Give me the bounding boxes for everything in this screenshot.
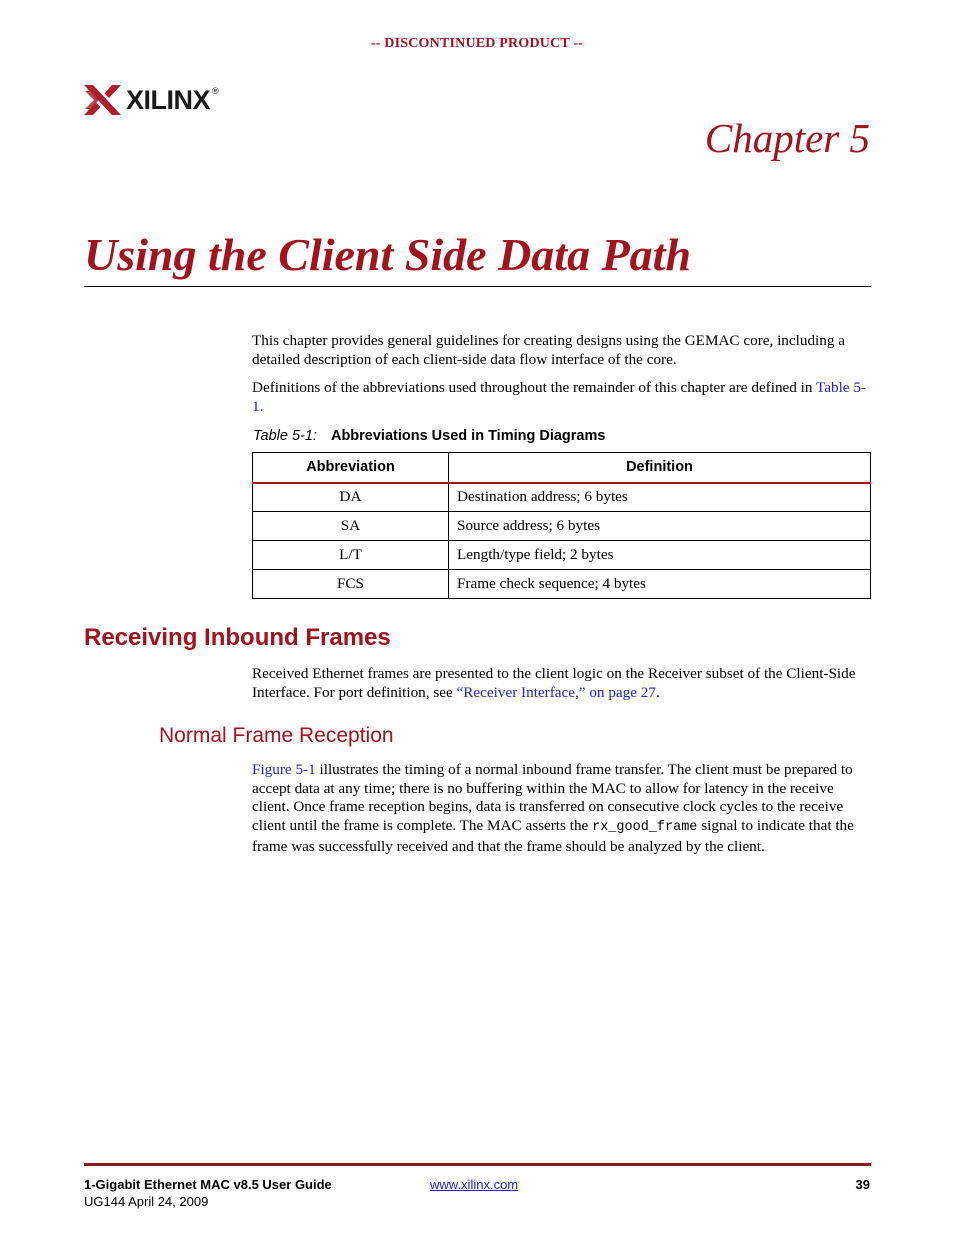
footer-doc-id: UG144 April 24, 2009 (84, 1194, 209, 1209)
abbreviation-cell: FCS (253, 570, 449, 599)
abbreviation-cell: DA (253, 483, 449, 512)
abbreviations-table (252, 452, 871, 599)
footer-url-link[interactable]: www.xilinx.com (430, 1177, 519, 1192)
table-5-1-link[interactable]: Table 5-1 (252, 379, 866, 415)
registered-mark: ® (212, 86, 219, 96)
table-row (253, 541, 871, 570)
table-row (253, 570, 871, 599)
intro-paragraph-2: Definitions of the abbreviations used throughout the remainder of this chapter are defined in Table 5-1. (252, 379, 866, 415)
xilinx-mark-icon (84, 83, 122, 117)
table-caption-text: Abbreviations Used in Timing Diagrams (330, 428, 606, 444)
discontinued-banner: -- DISCONTINUED PRODUCT -- (370, 36, 584, 51)
intro-paragraph-1: This chapter provides general guidelines for creating designs using the GEMAC core, including a detailed description of each client-side data flow interface of the core. (252, 332, 845, 368)
logo-wordmark: XILINX (126, 84, 211, 115)
column-header-abbreviation: Abbreviation (253, 453, 449, 483)
column-header-definition: Definition (449, 453, 871, 483)
title-divider (84, 286, 871, 287)
page-number: 39 (855, 1177, 870, 1192)
normal-frame-paragraph: Figure 5-1 illustrates the timing of a normal inbound frame transfer. The client must be prepared to accept data at any time; there is no buffering within the MAC to allow for latency in the receive client. Once frame reception begins, data is transferred on consecutive clock cycles to the receive client until the frame is complete. The MAC asserts the rx_good_frame signal to indicate that the frame was successfully received and that the frame should be analyzed by the client. (252, 761, 854, 855)
footer-guide-title: 1-Gigabit Ethernet MAC v8.5 User Guide (84, 1177, 332, 1192)
table-caption-label: Table 5-1: (253, 428, 317, 444)
definition-cell: Destination address; 6 bytes (449, 483, 871, 512)
table-row (253, 483, 871, 512)
receiver-interface-link[interactable]: “Receiver Interface,” on page 27 (456, 683, 656, 701)
chapter-label: Chapter 5 (704, 115, 870, 161)
definition-cell: Length/type field; 2 bytes (449, 541, 871, 570)
receiving-paragraph: Received Ethernet frames are presented to the client logic on the Receiver subset of the Client-Side Interface. For port definition, see “Receiver Interface,” on page 27. (252, 665, 856, 701)
figure-5-1-link[interactable]: Figure 5-1 (252, 761, 316, 778)
xilinx-logo (84, 82, 219, 118)
table-caption (253, 428, 605, 444)
definition-cell: Frame check sequence; 4 bytes (449, 570, 871, 599)
abbreviation-cell: SA (253, 512, 449, 541)
page-title: Using the Client Side Data Path (84, 229, 692, 280)
subsection-heading-normal-frame: Normal Frame Reception (159, 724, 394, 747)
rx-good-frame-code: rx_good_frame (592, 820, 698, 836)
footer-divider (84, 1163, 871, 1166)
definition-cell: Source address; 6 bytes (449, 512, 871, 541)
abbreviation-cell: L/T (253, 541, 449, 570)
table-row (253, 512, 871, 541)
table-header-row (253, 453, 871, 483)
section-heading-receiving: Receiving Inbound Frames (84, 624, 391, 651)
